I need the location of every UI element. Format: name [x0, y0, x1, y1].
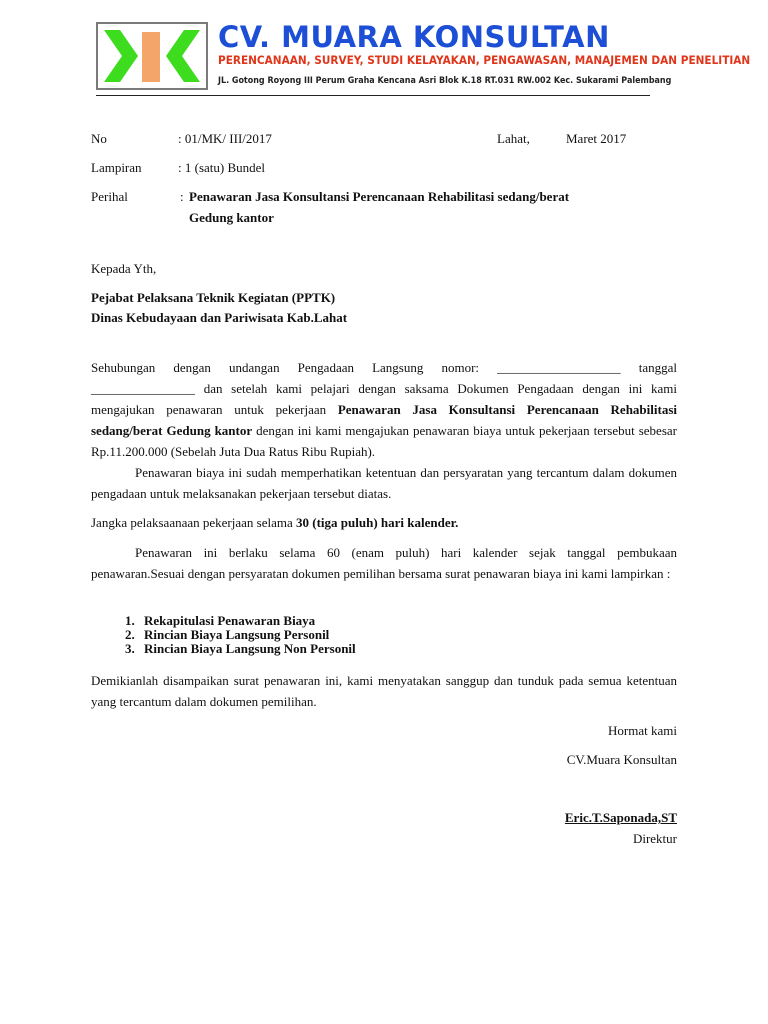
attachment-list — [91, 614, 356, 656]
body-paragraph-5: Demikianlah disampaikan surat penawaran ini, kami menyatakan sanggup dan tunduk pada semua ketentuan yang tercantum dalam dokumen pemilihan. — [91, 673, 677, 709]
recipient-line-2: Dinas Kebudayaan dan Pariwisata Kab.Lahat — [91, 310, 348, 325]
p3-text-bold: 30 (tiga puluh) hari kalender. — [296, 515, 459, 530]
body-paragraph-3 — [91, 512, 677, 533]
greeting: Kepada Yth, — [91, 261, 157, 276]
perihal-line-2: Gedung kantor — [189, 210, 274, 225]
body-paragraph-2: Penawaran biaya ini sudah memperhatikan ketentuan dan persyaratan yang tercantum dalam dokumen pengadaan untuk melaksanakan pekerjaan tersebut diatas. — [91, 465, 677, 501]
letter-place: Lahat, — [497, 131, 530, 146]
closing-company: CV.Muara Konsultan — [566, 752, 677, 767]
list-item: 1. Rekapitulasi Penawaran Biaya — [138, 614, 356, 628]
company-services: PERENCANAAN, SURVEY, STUDI KELAYAKAN, PENGAWASAN, MANAJEMEN DAN PENELITIAN — [218, 54, 751, 67]
recipient-line-1: Pejabat Pelaksana Teknik Kegiatan (PPTK) — [91, 290, 336, 305]
list-item: 3. Rincian Biaya Langsung Non Personil — [138, 642, 356, 656]
company-logo — [96, 22, 208, 90]
signer-name: Eric.T.Saponada,ST — [564, 810, 677, 825]
p1-text-b: dengan ini kami mengajukan penawaran biaya untuk pekerjaan tersebut sebesar Rp.11.200.000 (Sebelah Juta Dua Ratus Ribu Rupiah). — [91, 423, 677, 459]
perihal-line-1: Penawaran Jasa Konsultansi Perencanaan Rehabilitasi sedang/berat — [189, 189, 570, 204]
no-label: No — [91, 131, 107, 146]
p3-text-a: Jangka pelaksaanaan pekerjaan selama — [91, 515, 297, 530]
perihal-colon: : — [180, 189, 184, 204]
body-paragraph-1 — [91, 357, 677, 462]
no-value: : 01/MK/ III/2017 — [178, 131, 272, 146]
list-item: 2. Rincian Biaya Langsung Personil — [138, 628, 356, 642]
closing-regards: Hormat kami — [608, 723, 677, 738]
body-paragraph-4: Penawaran ini berlaku selama 60 (enam puluh) hari kalender sejak tanggal pembukaan penawaran.Sesuai dengan persyaratan dokumen pemilihan bersama surat penawaran biaya ini kami lampirkan : — [91, 545, 677, 581]
lampiran-label: Lampiran — [91, 160, 142, 175]
company-address: JL. Gotong Royong III Perum Graha Kencana Asri Blok K.18 RT.031 RW.002 Kec. Sukarami Palembang — [218, 76, 672, 86]
perihal-label: Perihal — [91, 189, 128, 204]
lampiran-value: : 1 (satu) Bundel — [178, 160, 266, 175]
p1-text-a: Sehubungan dengan undangan Pengadaan Langsung nomor: ___________________ tanggal ________________ dan setelah kami pelajari dengan saksama Dokumen Pengadaan dengan ini kami mengajukan penawaran untuk pekerjaan — [91, 360, 677, 417]
logo-mark-icon — [98, 24, 206, 88]
letterhead-divider — [96, 95, 650, 96]
p1-text-bold: Penawaran Jasa Konsultansi Perencanaan Rehabilitasi sedang/berat Gedung kantor — [91, 402, 678, 438]
signer-position: Direktur — [632, 831, 677, 846]
company-name: CV. MUARA KONSULTAN — [218, 20, 610, 54]
letter-date: Maret 2017 — [566, 131, 627, 146]
